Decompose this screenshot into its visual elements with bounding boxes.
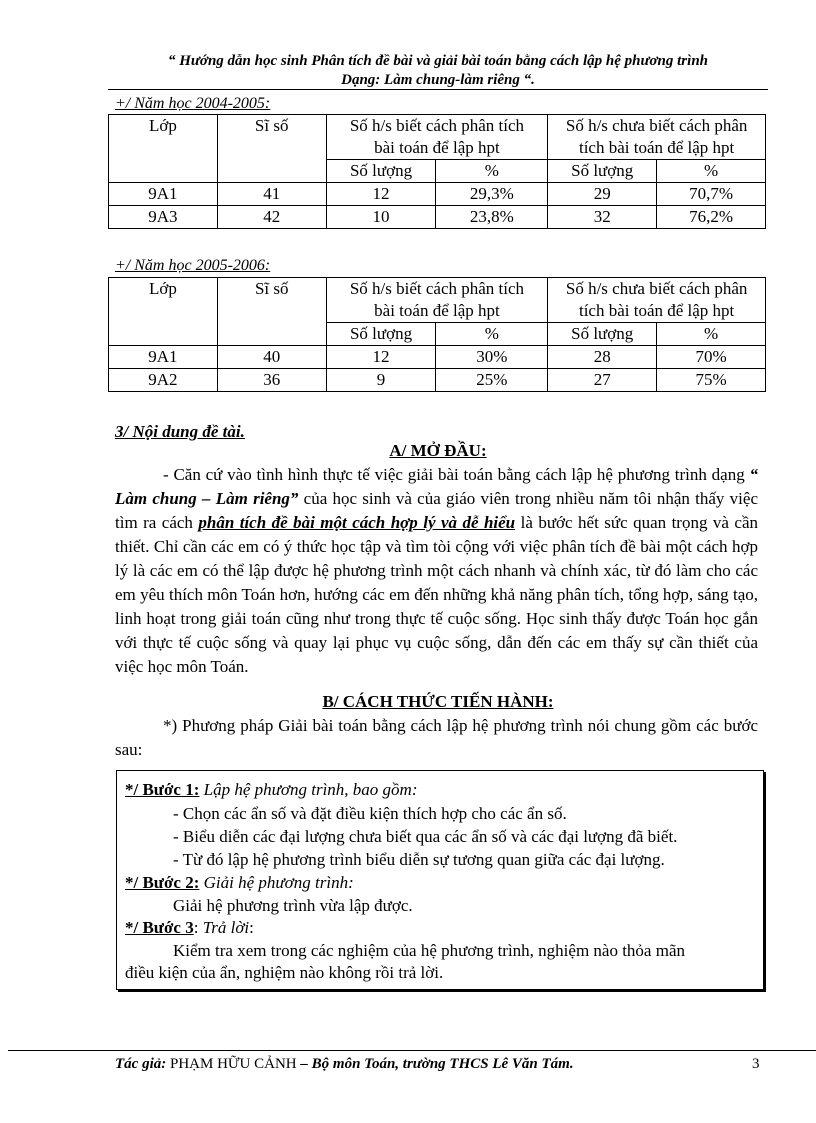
intro-paragraph: - Căn cứ vào tình hình thực tế việc giải bài toán bằng cách lập hệ phương trình dạng “ Làm chung – Làm riêng” của học sinh và của giáo viên trong nhiều năm tôi nhận thấy việc tìm ra cách phân tích đề bài một cách hợp lý và dễ hiểu là bước hết sức quan trọng và cần thiết. Chỉ cần các em có ý thức học tập và tìm tòi cộng với việc phân tích đề bài một cách hợp lý là các em có thể lập được hệ phương trình một cách nhanh và chính xác, từ đó làm cho các em yêu thích môn Toán hơn, hướng các em đến những khả năng phân tích, tổng hợp, sáng tạo, linh hoạt trong giải toán cũng như trong thực tế cuộc sống. Học sinh thấy được Toán học gắn với thực tế cuộc sống và quay lại phục vụ cuộc sống, dẫn đến các em thấy sự cần thiết của việc học môn Toán. (115, 465, 758, 676)
cell-chua-sl: 29 (548, 183, 657, 206)
cell-chua-pct: 75% (657, 369, 766, 392)
cell-chua-sl: 28 (548, 346, 657, 369)
step-2-heading: */ Bước 2: Giải hệ phương trình: (125, 873, 354, 892)
header-line-1: “ Hướng dẫn học sinh Phân tích đề bài và giải bài toán bằng cách lập hệ phương trình (168, 53, 708, 69)
cell-chua-pct: 70% (657, 346, 766, 369)
footer-rule (8, 1050, 816, 1051)
sub-header-percent: % (436, 160, 548, 183)
sub-header-so-luong: Số lượng (548, 160, 657, 183)
cell-lop: 9A3 (109, 206, 218, 229)
step-1-item: - Biểu diễn các đại lượng chưa biết qua các ẩn số và các đại lượng đã biết. (173, 827, 678, 846)
step-3-item: Kiểm tra xem trong các nghiệm của hệ phương trình, nghiệm nào thỏa mãn (173, 941, 686, 960)
col-header-siso: Sĩ số (217, 115, 326, 183)
sub-header-percent: % (657, 323, 766, 346)
step-1-item: - Chọn các ẩn số và đặt điều kiện thích hợp cho các ẩn số. (173, 804, 567, 823)
cell-lop: 9A1 (109, 346, 218, 369)
cell-biet-pct: 30% (436, 346, 548, 369)
col-header-siso: Sĩ số (217, 278, 326, 346)
cell-siso: 40 (217, 346, 326, 369)
cell-siso: 41 (217, 183, 326, 206)
footer-author: Tác giả: PHẠM HỮU CẢNH – Bộ môn Toán, trường THCS Lê Văn Tám. (115, 1056, 574, 1072)
heading-mo-dau: A/ MỞ ĐẦU: (389, 441, 487, 460)
step-1-heading: */ Bước 1: Lập hệ phương trình, bao gồm: (125, 780, 418, 799)
cell-lop: 9A2 (109, 369, 218, 392)
cell-biet-pct: 25% (436, 369, 548, 392)
stats-table-2005 (108, 277, 766, 392)
sub-header-so-luong: Số lượng (326, 323, 436, 346)
cell-biet-sl: 12 (326, 183, 436, 206)
stats-table-2004 (108, 114, 766, 229)
step-3-heading: */ Bước 3: Trả lời: (125, 918, 254, 937)
col-header-lop: Lớp (109, 278, 218, 346)
cell-chua-sl: 27 (548, 369, 657, 392)
header-rule (108, 89, 768, 90)
header-line-2: Dạng: Làm chung-làm riêng “. (341, 72, 535, 88)
col-header-biet: Số h/s biết cách phân tích bài toán để lập hpt (326, 115, 548, 160)
cell-siso: 42 (217, 206, 326, 229)
col-header-chua: Số h/s chưa biết cách phân tích bài toán để lập hpt (548, 278, 766, 323)
cell-biet-pct: 29,3% (436, 183, 548, 206)
cell-biet-sl: 10 (326, 206, 436, 229)
sub-header-percent: % (657, 160, 766, 183)
cell-lop: 9A1 (109, 183, 218, 206)
document-header (108, 52, 768, 90)
col-header-chua: Số h/s chưa biết cách phân tích bài toán để lập hpt (548, 115, 766, 160)
step-1-item: - Từ đó lập hệ phương trình biểu diễn sự tương quan giữa các đại lượng. (173, 850, 665, 869)
sub-header-so-luong: Số lượng (548, 323, 657, 346)
cell-chua-sl: 32 (548, 206, 657, 229)
step-3-item: điều kiện của ẩn, nghiệm nào không rồi trả lời. (125, 963, 444, 982)
cell-chua-pct: 76,2% (657, 206, 766, 229)
sub-header-percent: % (436, 323, 548, 346)
cell-siso: 36 (217, 369, 326, 392)
section-3-title: 3/ Nội dung đề tài. (115, 422, 245, 441)
col-header-lop: Lớp (109, 115, 218, 183)
cell-biet-sl: 12 (326, 346, 436, 369)
col-header-biet: Số h/s biết cách phân tích bài toán để lập hpt (326, 278, 548, 323)
sub-header-so-luong: Số lượng (326, 160, 436, 183)
year-label-2004: +/ Năm học 2004-2005: (115, 95, 271, 112)
table-row (109, 369, 766, 392)
year-label-2005: +/ Năm học 2005-2006: (115, 257, 271, 274)
table-row (109, 206, 766, 229)
step-2-item: Giải hệ phương trình vừa lập được. (173, 896, 413, 915)
table-row (109, 183, 766, 206)
method-paragraph: *) Phương pháp Giải bài toán bằng cách lập hệ phương trình nói chung gồm các bước sau: (115, 716, 758, 759)
page-number: 3 (752, 1056, 760, 1072)
heading-cach-thuc: B/ CÁCH THỨC TIẾN HÀNH: (322, 692, 554, 711)
cell-biet-pct: 23,8% (436, 206, 548, 229)
cell-chua-pct: 70,7% (657, 183, 766, 206)
cell-biet-sl: 9 (326, 369, 436, 392)
table-row (109, 346, 766, 369)
